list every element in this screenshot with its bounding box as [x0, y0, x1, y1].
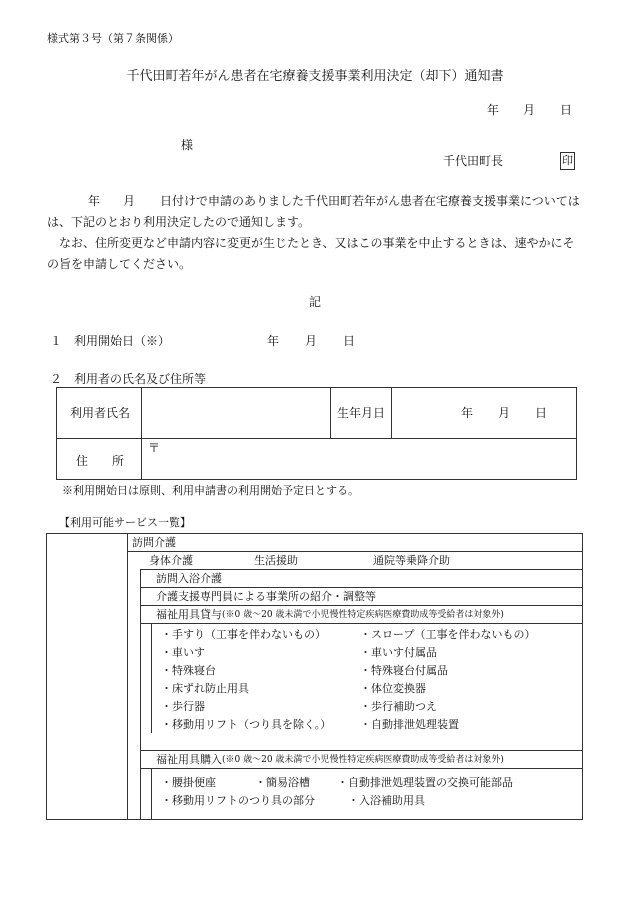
table-divider — [141, 387, 142, 480]
table-divider — [140, 569, 583, 570]
table-divider — [151, 768, 152, 820]
table-divider — [330, 387, 331, 438]
services-heading: 【利用可能サービス一覧】 — [59, 516, 191, 529]
table-divider — [140, 750, 583, 751]
table-divider — [127, 551, 583, 552]
birth-year-label: 年 — [461, 406, 474, 420]
address-label: 住 所 — [76, 454, 125, 468]
table-divider — [56, 438, 577, 439]
table-divider — [140, 569, 141, 820]
table-divider — [391, 387, 392, 438]
table-divider — [140, 623, 583, 624]
seal-mark: 印 — [560, 152, 575, 170]
houmon-kaigo: 訪問介護 — [132, 536, 176, 549]
houmon-nyuyoku: 訪問入浴介護 — [156, 572, 222, 585]
table-divider — [127, 533, 128, 820]
care-manager-support: 介護支援専門員による事業所の紹介・調整等 — [156, 590, 376, 603]
recipient-suffix: 様 — [181, 138, 194, 152]
table-divider — [140, 768, 583, 769]
postal-mark: 〒 — [148, 441, 161, 455]
table-divider — [140, 587, 583, 588]
birth-date-label: 生年月日 — [337, 406, 386, 420]
item-2-heading: ２ 利用者の氏名及び住所等 — [50, 372, 207, 386]
table-divider — [140, 605, 583, 606]
ki-heading: 記 — [309, 295, 322, 309]
user-name-label: 利用者氏名 — [70, 406, 131, 420]
issuer-name: 千代田町長 — [443, 154, 504, 168]
table-divider — [151, 623, 152, 733]
start-date-note: ※利用開始日は原則、利用申請書の利用開始予定日とする。 — [62, 484, 359, 497]
birth-day-label: 日 — [535, 406, 548, 420]
birth-month-label: 月 — [498, 406, 511, 420]
document-title: 千代田町若年がん患者在宅療養支援事業利用決定（却下）通知書 — [126, 69, 504, 84]
form-number: 様式第３号（第７条関係） — [47, 32, 179, 45]
user-info-table — [56, 387, 577, 480]
